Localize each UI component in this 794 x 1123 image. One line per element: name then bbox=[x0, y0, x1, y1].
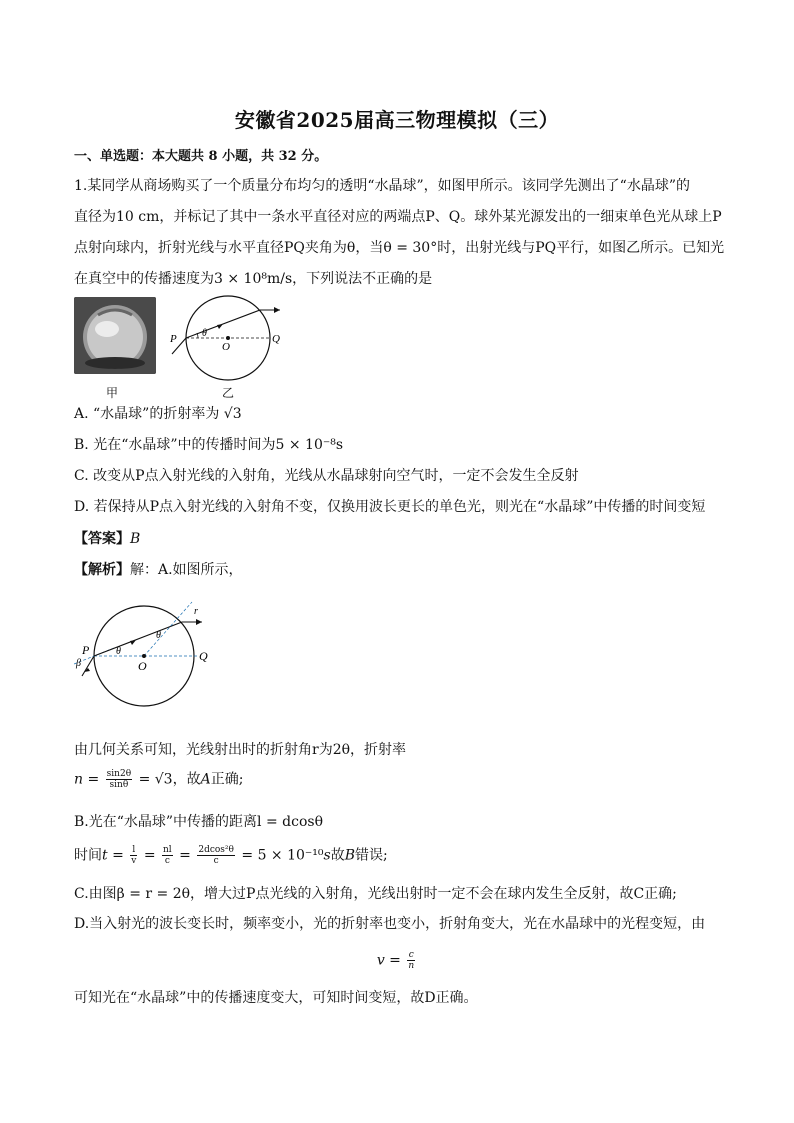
question-line: 1.某同学从商场购买了一个质量分布均匀的透明“水晶球”，如图甲所示。该同学先测出了“水晶球”的 bbox=[74, 178, 690, 194]
fraction: $\frac{l}{v}$ bbox=[131, 845, 137, 866]
point-q-label: Q bbox=[272, 333, 280, 345]
analysis-diagram bbox=[74, 598, 214, 710]
refraction-diagram-yi bbox=[168, 294, 288, 384]
option-d: D. 若保持从P点入射光线的入射角不变，仅换用波长更长的单色光，则光在“水晶球”中传播的时间变短 bbox=[74, 499, 706, 515]
point-p-label: P bbox=[170, 333, 177, 345]
analysis-line-refractive-index: n = $\frac{\sin 2\theta}{\sin\theta}$ = √3，故A正确; bbox=[74, 769, 244, 790]
angle-r-label: r bbox=[194, 606, 198, 617]
angle-theta-label: θ bbox=[156, 630, 161, 641]
angle-theta-label: θ bbox=[116, 646, 121, 657]
angle-theta-label: θ bbox=[202, 328, 207, 339]
figure-caption-yi: 乙 bbox=[222, 386, 235, 400]
answer-label: 【答案】 bbox=[74, 531, 130, 547]
fraction: $\frac{\text{2dcos²θ}}{c}$ bbox=[198, 845, 234, 866]
answer-line bbox=[74, 529, 140, 549]
center-o-label: O bbox=[222, 341, 230, 353]
formula-v: v = $\frac{c}{n}$ bbox=[376, 950, 415, 971]
analysis-line: 可知光在“水晶球”中的传播速度变大，可知时间变短，故D正确。 bbox=[74, 990, 478, 1006]
analysis-line: C.由图β = r = 2θ，增大过P点光线的入射角，光线出射时一定不会在球内发生全反射，故C正确; bbox=[74, 886, 677, 902]
fraction: $\frac{c}{n}$ bbox=[408, 950, 415, 971]
analysis-line: B.光在“水晶球”中传播的距离l = dcosθ bbox=[74, 814, 324, 830]
answer-value: B bbox=[130, 531, 141, 547]
option-b: B. 光在“水晶球”中的传播时间为5 × 10⁻⁸s bbox=[74, 437, 344, 453]
analysis-intro: 解：A.如图所示， bbox=[130, 562, 243, 578]
option-a: A. “水晶球”的折射率为 √3 bbox=[74, 406, 242, 422]
analysis-line-time: 时间t = $\frac{l}{v}$ = $\frac{nl}{c}$ = $\frac{\text{2dcos²θ}}{c}$ = 5 × 10⁻¹⁰s故B错误; bbox=[74, 845, 388, 866]
section-heading: 一、单选题：本大题共 8 小题，共 32 分。 bbox=[74, 149, 328, 164]
analysis-line: 由几何关系可知，光线射出时的折射角r为2θ，折射率 bbox=[74, 742, 407, 758]
center-o-label: O bbox=[138, 659, 147, 673]
point-p-label: P bbox=[82, 643, 90, 657]
analysis-label: 【解析】 bbox=[74, 562, 130, 578]
fraction: $\frac{nl}{c}$ bbox=[163, 845, 172, 866]
question-line: 点射向球内，折射光线与水平直径PQ夹角为θ，当θ = 30°时，出射光线与PQ平行，如图乙所示。已知光 bbox=[74, 240, 725, 256]
analysis-intro-line bbox=[74, 560, 243, 580]
figure-caption-jia: 甲 bbox=[106, 386, 119, 400]
point-q-label: Q bbox=[199, 649, 208, 663]
question-line: 在真空中的传播速度为3 × 10⁸m/s，下列说法不正确的是 bbox=[74, 271, 433, 287]
option-c: C. 改变从P点入射光线的入射角，光线从水晶球射向空气时，一定不会发生全反射 bbox=[74, 468, 579, 484]
crystal-ball-photo bbox=[74, 297, 156, 374]
question-line: 直径为10 cm，并标记了其中一条水平直径对应的两端点P、Q。球外某光源发出的一细束单色光从球上P bbox=[74, 209, 722, 225]
fraction: $\frac{\sin 2\theta}{\sin\theta}$ bbox=[106, 769, 132, 790]
angle-beta-label: β bbox=[76, 658, 81, 669]
analysis-line: D.当入射光的波长变长时，频率变小，光的折射率也变小，折射角变大，光在水晶球中的光程变短，由 bbox=[74, 916, 706, 932]
page-title: 安徽省2025届高三物理模拟（三） bbox=[234, 108, 560, 132]
